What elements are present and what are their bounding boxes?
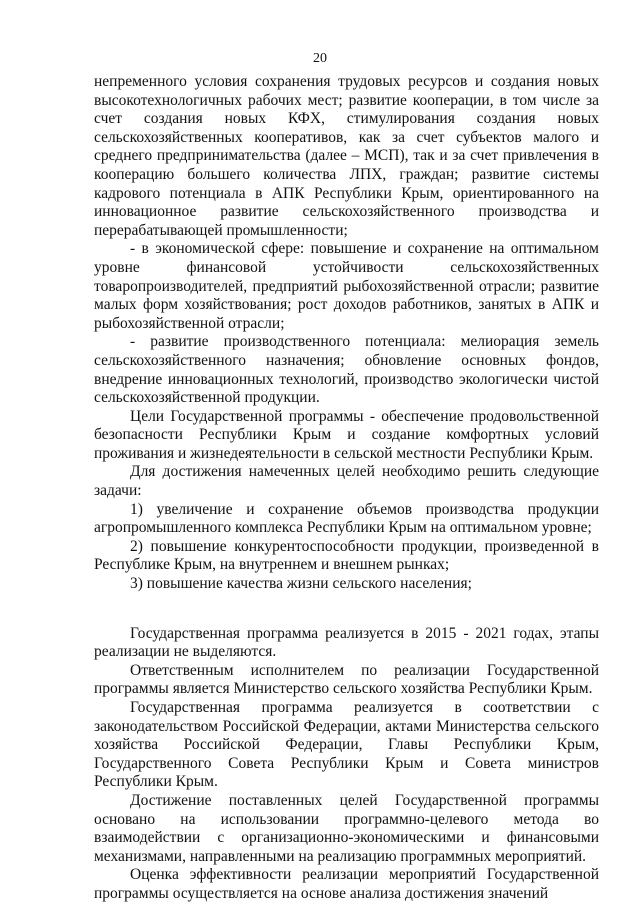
paragraph: Государственная программа реализуется в 2015 - 2021 годах, этапы реализации не выделяются. (94, 624, 599, 661)
paragraph: Достижение поставленных целей Государственной программы основано на использовании программно-целевого метода во взаимодействии с организационно-экономическими и финансовыми механизмами, направленными на реализацию программных мероприятий. (94, 791, 599, 865)
paragraph: Ответственным исполнителем по реализации Государственной программы является Министерство сельского хозяйства Республики Крым. (94, 661, 599, 698)
paragraph: Государственная программа реализуется в соответствии с законодательством Российской Федерации, актами Министерства сельского хозяйства Российской Федерации, Главы Республики Крым, Государственного Совета Республики Крым и Совета министров Республики Крым. (94, 699, 599, 791)
page-number: 20 (313, 51, 327, 66)
document-body (94, 73, 599, 904)
list-item: 3) повышение качества жизни сельского населения; (130, 575, 472, 593)
paragraph: Оценка эффективности реализации мероприятий Государственной программы осуществляется на основе анализа достижения значений (94, 866, 599, 902)
paragraph: непременного условия сохранения трудовых ресурсов и создания новых высокотехнологичных рабочих мест; развитие кооперации, в том числе за счет создания новых КФХ, стимулирования создания новых сельскохозяйственных кооперативов, как за счет субъектов малого и среднего предпринимательства (далее – МСП), так и за счет привлечения в кооперацию большего количества ЛПХ, граждан; развитие системы кадрового потенциала в АПК Республики Крым, ориентированного на инновационное развитие сельскохозяйственного производства и перерабатывающей промышленности; (94, 73, 599, 239)
paragraph: - в экономической сфере: повышение и сохранение на оптимальном уровне финансовой устойчивости сельскохозяйственных товаропроизводителей, предприятий рыбохозяйственной отрасли; развитие малых форм хозяйствования; рост доходов работников, занятых в АПК и рыбохозяйственной отрасли; (94, 240, 599, 332)
blank-gap (94, 594, 599, 625)
paragraph: Цели Государственной программы - обеспечение продовольственной безопасности Республики Крым и создание комфортных условий проживания и жизнедеятельности в сельской местности Республики Крым. (94, 407, 599, 462)
list-item: 2) повышение конкурентоспособности продукции, произведенной в Республике Крым, на внутреннем и внешнем рынках; (94, 537, 599, 574)
list-item: 1) увеличение и сохранение объемов производства продукции агропромышленного комплекса Республики Крым на оптимальном уровне; (94, 500, 599, 537)
paragraph: Для достижения намеченных целей необходимо решить следующие задачи: (94, 463, 599, 500)
paragraph: - развитие производственного потенциала: мелиорация земель сельскохозяйственного назначения; обновление основных фондов, внедрение инновационных технологий, производство экологически чистой сельскохозяйственной продукции. (94, 333, 599, 407)
